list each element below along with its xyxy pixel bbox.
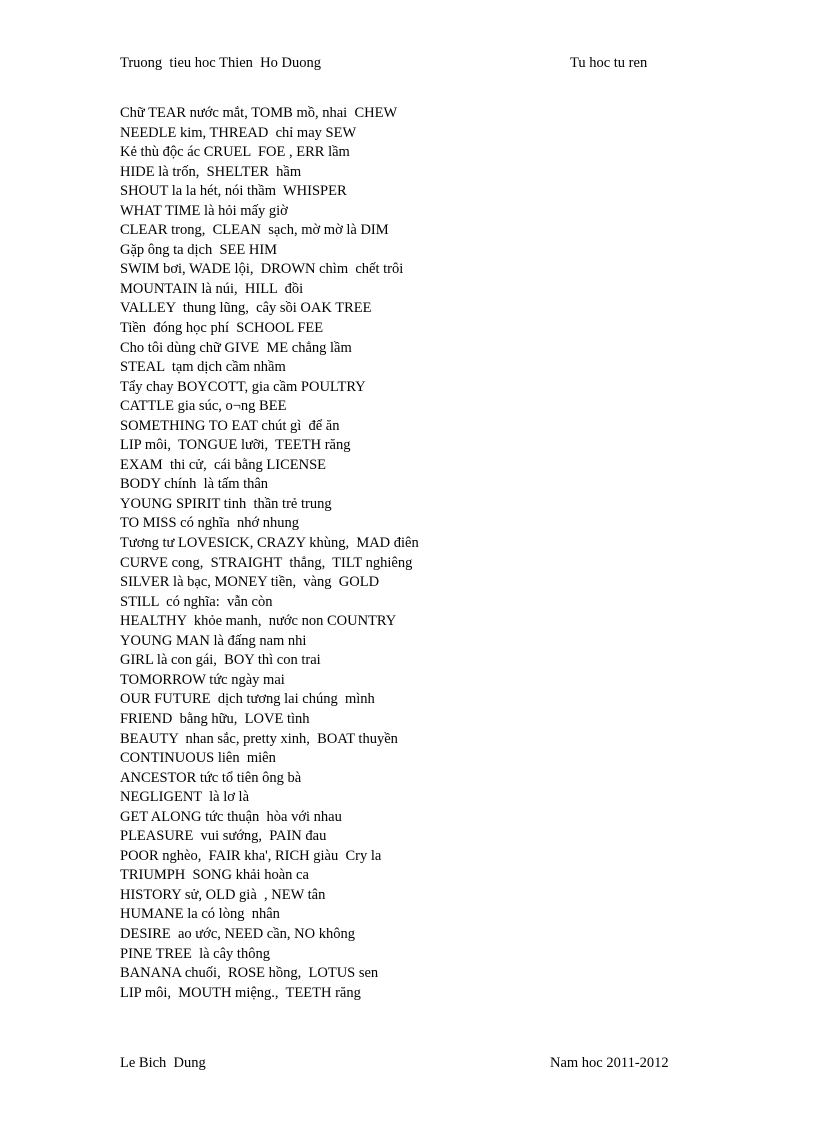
verse-line: LIP môi, TONGUE lưỡi, TEETH răng — [120, 437, 351, 454]
verse-line: TRIUMPH SONG khải hoàn ca — [120, 867, 309, 884]
header-subject-title: Tu hoc tu ren — [570, 55, 648, 71]
verse-line: Tương tư LOVESICK, CRAZY khùng, MAD điên — [120, 535, 419, 552]
verse-line: Tiền đóng học phí SCHOOL FEE — [120, 320, 324, 337]
verse-line: BANANA chuối, ROSE hồng, LOTUS sen — [120, 965, 379, 982]
verse-line: NEEDLE kim, THREAD chỉ may SEW — [120, 124, 357, 141]
verse-line: BODY chính là tấm thân — [120, 476, 269, 493]
verse-line: HIDE là trốn, SHELTER hầm — [120, 163, 302, 180]
footer-author-name: Le Bich Dung — [120, 1055, 206, 1071]
verse-line: Kẻ thù độc ác CRUEL FOE , ERR lầm — [120, 144, 350, 161]
verse-line: HISTORY sử, OLD già , NEW tân — [120, 886, 326, 903]
verse-line: WHAT TIME là hỏi mấy giờ — [120, 202, 288, 219]
verse-line: Gặp ông ta dịch SEE HIM — [120, 241, 278, 258]
verse-line: SHOUT la la hét, nói thầm WHISPER — [120, 183, 347, 200]
verse-line: DESIRE ao ước, NEED cần, NO không — [120, 925, 355, 942]
verse-line: TOMORROW tức ngày mai — [120, 671, 285, 688]
verse-line: NEGLIGENT là lơ là — [120, 789, 250, 806]
verse-line: ANCESTOR tức tổ tiên ông bà — [120, 769, 302, 786]
verse-line: EXAM thi cử, cái bằng LICENSE — [120, 456, 326, 473]
verse-line: YOUNG MAN là đấng nam nhi — [120, 632, 307, 649]
verse-line: Tẩy chay BOYCOTT, gia cầm POULTRY — [120, 378, 366, 395]
verse-line: HUMANE la có lòng nhân — [120, 906, 280, 923]
verse-line: BEAUTY nhan sắc, pretty xinh, BOAT thuyền — [120, 730, 398, 747]
footer-school-year: Nam hoc 2011-2012 — [550, 1055, 669, 1071]
verse-line: OUR FUTURE dịch tương lai chúng mình — [120, 691, 375, 708]
verse-line: CLEAR trong, CLEAN sạch, mờ mờ là DIM — [120, 222, 389, 239]
vocabulary-verse-list — [120, 104, 419, 1003]
verse-line: VALLEY thung lũng, cây sồi OAK TREE — [120, 300, 372, 317]
verse-line: CONTINUOUS liên miên — [120, 750, 276, 767]
verse-line: Cho tôi dùng chữ GIVE ME chẳng lầm — [120, 339, 352, 356]
verse-line: CATTLE gia súc, o¬ng BEE — [120, 398, 287, 415]
verse-line: PINE TREE là cây thông — [120, 945, 270, 962]
verse-line: SILVER là bạc, MONEY tiền, vàng GOLD — [120, 574, 380, 591]
verse-line: STEAL tạm dịch cầm nhầm — [120, 359, 286, 376]
verse-line: SOMETHING TO EAT chút gì để ăn — [120, 417, 340, 434]
verse-line: FRIEND bằng hữu, LOVE tình — [120, 710, 310, 727]
verse-line: HEALTHY khỏe manh, nước non COUNTRY — [120, 613, 397, 630]
verse-line: STILL có nghĩa: vẫn còn — [120, 593, 273, 610]
verse-line: POOR nghèo, FAIR kha', RICH giàu Cry la — [120, 847, 382, 864]
verse-line: YOUNG SPIRIT tinh thần trẻ trung — [120, 495, 332, 512]
verse-line: GET ALONG tức thuận hòa với nhau — [120, 808, 342, 825]
verse-line: PLEASURE vui sướng, PAIN đau — [120, 828, 327, 845]
verse-line: LIP môi, MOUTH miệng., TEETH răng — [120, 984, 361, 1001]
verse-line: SWIM bơi, WADE lội, DROWN chìm chết trôi — [120, 261, 404, 278]
verse-line: GIRL là con gái, BOY thì con trai — [120, 652, 321, 669]
verse-line: Chữ TEAR nước mắt, TOMB mồ, nhai CHEW — [120, 105, 398, 121]
verse-line: CURVE cong, STRAIGHT thẳng, TILT nghiêng — [120, 554, 413, 571]
header-school-name: Truong tieu hoc Thien Ho Duong — [120, 55, 321, 71]
verse-line: MOUNTAIN là núi, HILL đồi — [120, 280, 304, 297]
verse-line: TO MISS có nghĩa nhớ nhung — [120, 515, 299, 532]
